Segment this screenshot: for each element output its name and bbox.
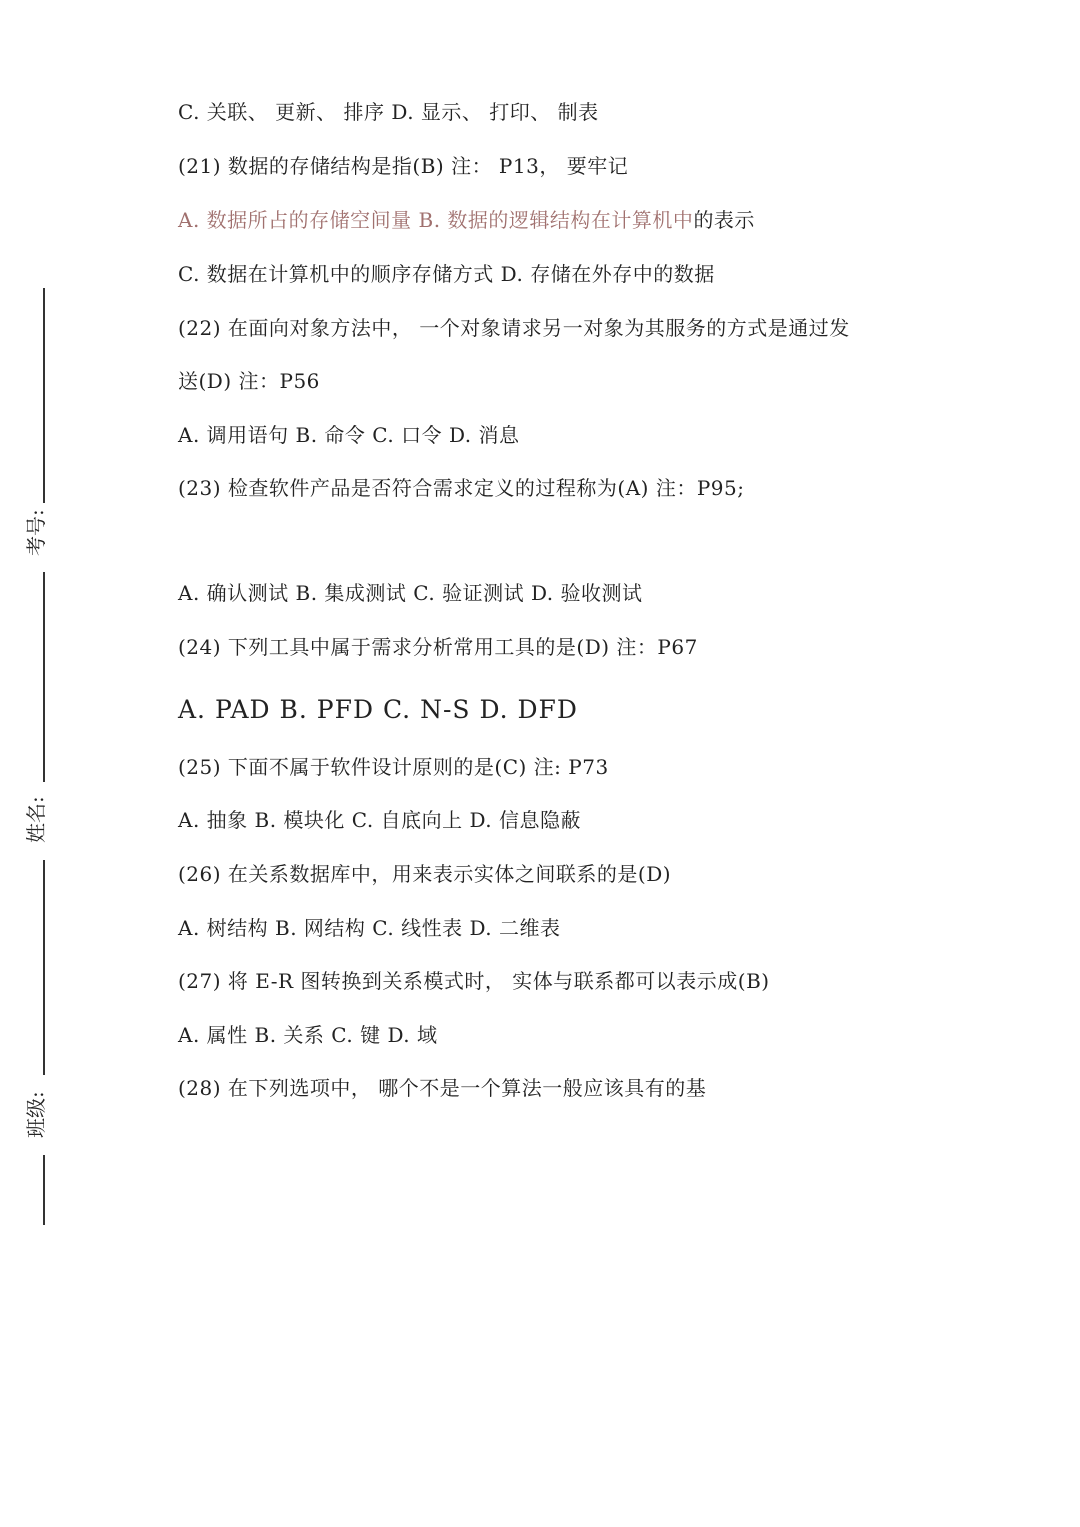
option-line-21-ab-tail: 的表示 [693, 208, 755, 232]
binding-line-bottom [43, 1155, 45, 1225]
option-line-20-cd: C. 关联、 更新、 排序 D. 显示、 打印、 制表 [178, 100, 599, 124]
question-28: (28) 在下列选项中， 哪个不是一个算法一般应该具有的基 [178, 1076, 707, 1100]
question-25: (25) 下面不属于软件设计原则的是(C) 注: P73 [178, 755, 609, 779]
question-21: (21) 数据的存储结构是指(B) 注： P13， 要牢记 [178, 154, 629, 178]
options-22: A. 调用语句 B. 命令 C. 口令 D. 消息 [178, 423, 520, 447]
question-24: (24) 下列工具中属于需求分析常用工具的是(D) 注：P67 [178, 635, 698, 659]
highlighted-text: A. 数据所占的存储空间量 B. 数据的逻辑结构在计算机中 [178, 208, 694, 232]
question-22-continued: 送(D) 注：P56 [178, 369, 320, 393]
question-23: (23) 检查软件产品是否符合需求定义的过程称为(A) 注：P95; [178, 476, 745, 500]
question-22: (22) 在面向对象方法中， 一个对象请求另一对象为其服务的方式是通过发 [178, 316, 850, 340]
options-24: A. PAD B. PFD C. N-S D. DFD [178, 695, 578, 724]
question-26: (26) 在关系数据库中，用来表示实体之间联系的是(D) [178, 862, 672, 886]
options-25: A. 抽象 B. 模块化 C. 自底向上 D. 信息隐蔽 [178, 808, 581, 832]
options-23: A. 确认测试 B. 集成测试 C. 验证测试 D. 验收测试 [178, 581, 643, 605]
class-label: 班级: [24, 1091, 48, 1138]
option-line-21-ab [178, 206, 755, 234]
question-27: (27) 将 E-R 图转换到关系模式时， 实体与联系都可以表示成(B) [178, 969, 770, 993]
binding-line-middle-2 [43, 860, 45, 1075]
options-26: A. 树结构 B. 网结构 C. 线性表 D. 二维表 [178, 916, 561, 940]
binding-line-middle-1 [43, 572, 45, 782]
exam-number-label: 考号: [24, 509, 48, 556]
options-27: A. 属性 B. 关系 C. 键 D. 域 [178, 1023, 438, 1047]
student-name-label: 姓名: [24, 796, 48, 843]
option-line-21-cd: C. 数据在计算机中的顺序存储方式 D. 存储在外存中的数据 [178, 262, 715, 286]
binding-line-top [43, 288, 45, 503]
